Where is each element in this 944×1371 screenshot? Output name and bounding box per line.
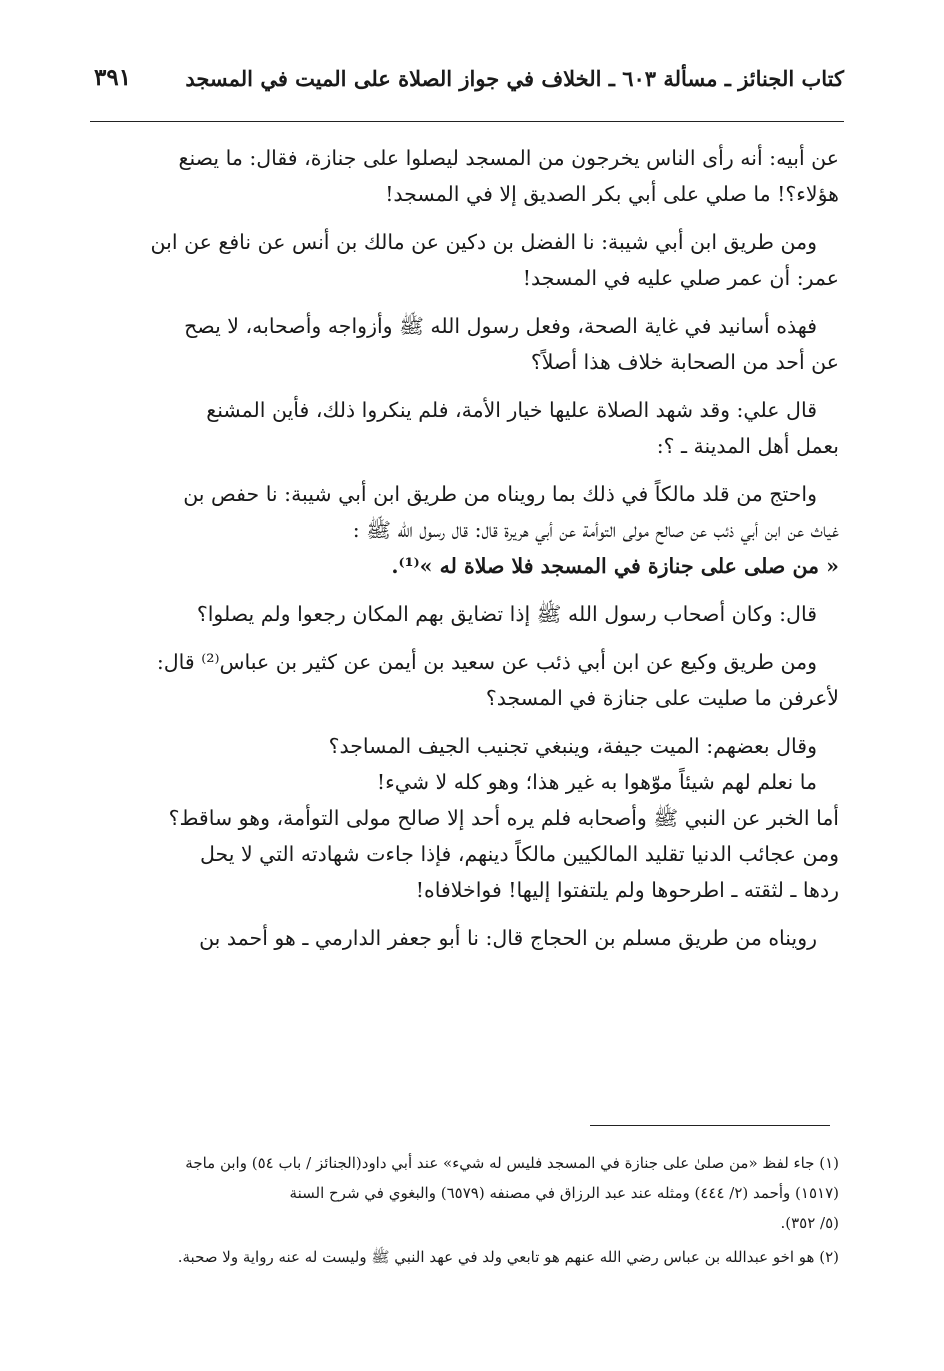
text-line: واحتج من قلد مالكاً في ذلك بما رويناه من طريق ابن أبي شيبة: نا حفص بن — [183, 482, 817, 506]
paragraph-8 — [80, 800, 839, 908]
text-line: أما الخبر عن النبي ﷺ وأصحابه فلم يره أحد إلا صالح مولى التوأمة، وهو ساقط؟ — [168, 806, 839, 830]
text-line: هؤلاء؟! ما صلي على أبي بكر الصديق إلا في المسجد! — [385, 182, 839, 206]
text-line: غياث عن ابن أبي ذئب عن صالح مولى التوأمة عن أبي هريرة قال: قال رسول الله ﷺ : — [352, 518, 839, 542]
paragraph-9 — [80, 920, 839, 956]
paragraph-3 — [80, 308, 839, 380]
footnote-rule — [590, 1125, 830, 1126]
text-line: بعمل أهل المدينة ـ ؟: — [656, 434, 839, 458]
quoted-lines — [80, 728, 839, 800]
text-line: قال: وكان أصحاب رسول الله ﷺ إذا تضايق بهم المكان رجعوا ولم يصلوا؟ — [196, 602, 817, 626]
text-line: ردها ـ لثقته ـ اطرحوها ولم يلتفتوا إليها! فواخلافاه! — [415, 878, 839, 902]
running-title: كتاب الجنائز ـ مسألة ٦٠٣ ـ الخلاف في جواز الصلاة على الميت في المسجد — [185, 66, 844, 91]
paragraph-1 — [80, 140, 839, 212]
footnote-line: (١٥١٧) وأحمد (٢/ ٤٤٤) ومثله عند عبد الرزاق في مصنفه (٦٥٧٩) والبغوي في شرح السنة — [289, 1184, 839, 1202]
paragraph-5 — [80, 476, 839, 584]
text-line: قال علي: وقد شهد الصلاة عليها خيار الأمة، فلم ينكروا ذلك، فأين المشنع — [206, 398, 817, 422]
paragraph-2 — [80, 224, 839, 296]
footnote-line: (١) جاء لفظ «من صلىٰ على جنازة في المسجد فليس له شيء» عند أبي داود(الجنائز / باب ٥٤) وابن ماجة — [185, 1154, 839, 1172]
text-line: ومن طريق وكيع عن ابن أبي ذئب عن سعيد بن أيمن عن كثير بن عباس⁽²⁾ قال: — [156, 650, 817, 674]
main-text — [80, 140, 839, 968]
paragraph-7 — [80, 644, 839, 716]
text-line: عن أبيه: أنه رأى الناس يخرجون من المسجد ليصلوا على جنازة، فقال: ما يصنع — [178, 146, 839, 170]
footnote-1 — [82, 1148, 839, 1238]
text-line: ومن طريق ابن أبي شيبة: نا الفضل بن دكين عن مالك بن أنس عن نافع عن ابن — [150, 230, 817, 254]
text-line: لأعرفن ما صليت على جنازة في المسجد؟ — [485, 686, 839, 710]
footnote-line: (٢) هو اخو عبدالله بن عباس رضي الله عنهم هو تابعي ولد في عهد النبي ﷺ وليست له عنه رواية ولا صحبة. — [177, 1248, 839, 1266]
paragraph-4 — [80, 392, 839, 464]
text-line: فهذه أسانيد في غاية الصحة، وفعل رسول الله ﷺ وأزواجه وأصحابه، لا يصح — [184, 314, 817, 338]
text-line: وقال بعضهم: الميت جيفة، وينبغي تجنيب الجيف المساجد؟ — [328, 734, 817, 758]
footnotes — [82, 1148, 839, 1272]
text-line: ما نعلم لهم شيئاً موّهوا به غير هذا؛ وهو كله لا شيء! — [376, 770, 817, 794]
header-rule — [90, 121, 844, 122]
paragraph-6 — [80, 596, 839, 632]
page-header — [82, 62, 844, 106]
text-line: عمر: أن عمر صلي عليه في المسجد! — [522, 266, 839, 290]
hadith-quote: « من صلى على جنازة في المسجد فلا صلاة له »⁽¹⁾. — [391, 554, 839, 578]
footnote-line: (٥/ ٣٥٢). — [780, 1214, 839, 1232]
text-line: عن أحد من الصحابة خلاف هذا أصلاً؟ — [530, 350, 839, 374]
footnote-2 — [82, 1242, 839, 1272]
page-number: ٣٩١ — [94, 64, 132, 91]
text-line: رويناه من طريق مسلم بن الحجاج قال: نا أبو جعفر الدارمي ـ هو أحمد بن — [199, 926, 817, 950]
text-line: ومن عجائب الدنيا تقليد المالكيين مالكاً دينهم، فإذا جاءت شهادته التي لا يحل — [199, 842, 839, 866]
